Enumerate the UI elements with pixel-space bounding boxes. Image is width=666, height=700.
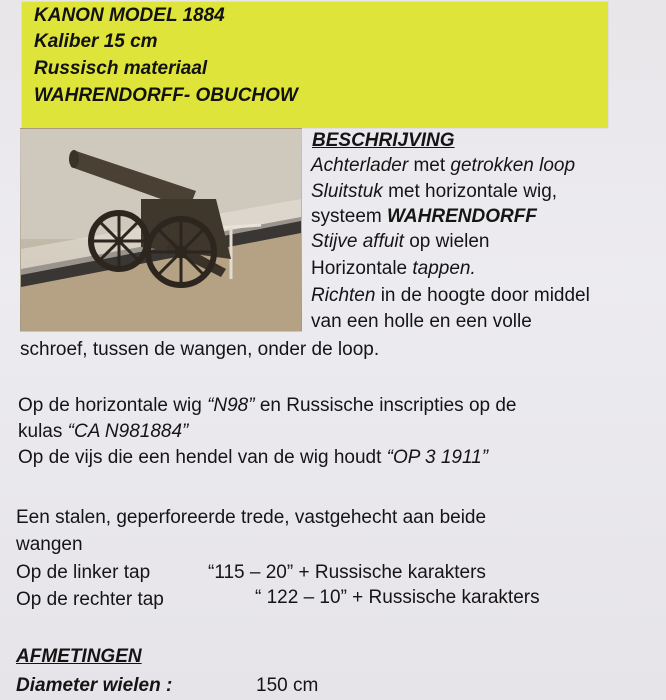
wheel-right <box>148 219 214 285</box>
cannon-photo <box>20 128 302 332</box>
left-trunnion-label: Op de linker tap <box>16 562 151 583</box>
inscription-line-1: Op de horizontale wig “N98” en Russische inscripties op de <box>18 395 517 416</box>
dimensions-heading: AFMETINGEN <box>16 646 142 667</box>
description-line-2: Sluitstuk met horizontale wig, <box>311 181 558 202</box>
wheel-diameter-value: 150 cm <box>256 675 319 696</box>
material-text: Russisch materiaal <box>34 58 208 79</box>
cannon-title: KANON MODEL 1884 <box>34 5 225 26</box>
description-line-5: Horizontale tappen. <box>311 258 476 279</box>
description-line-3: systeem WAHRENDORFF <box>311 206 537 227</box>
right-trunnion-marking: “ 122 – 10” + Russische karakters <box>255 587 540 608</box>
description-line-8: schroef, tussen de wangen, onder de loop. <box>20 339 380 360</box>
inscription-line-2: kulas “CA N981884” <box>18 421 189 442</box>
wheel-left <box>91 213 147 269</box>
description-heading: BESCHRIJVING <box>312 130 455 151</box>
right-trunnion-label: Op de rechter tap <box>16 589 164 610</box>
description-line-4: Stijve affuit op wielen <box>311 231 490 252</box>
maker-text: WAHRENDORFF- OBUCHOW <box>34 85 298 106</box>
detail-line-1: Een stalen, geperforeerde trede, vastgehecht aan beide <box>16 507 487 528</box>
left-trunnion-marking: “115 – 20” + Russische karakters <box>208 562 486 583</box>
description-line-7: van een holle en een volle <box>311 311 532 332</box>
description-line-6: Richten in de hoogte door middel <box>311 285 590 306</box>
cannon-illustration <box>21 129 301 331</box>
inscription-line-3: Op de vijs die een hendel van de wig houdt “OP 3 1911” <box>18 447 489 468</box>
detail-line-2: wangen <box>16 534 83 555</box>
description-line-1: Achterlader met getrokken loop <box>311 155 576 176</box>
caliber-text: Kaliber 15 cm <box>34 31 158 52</box>
wheel-diameter-label: Diameter wielen : <box>16 675 173 696</box>
